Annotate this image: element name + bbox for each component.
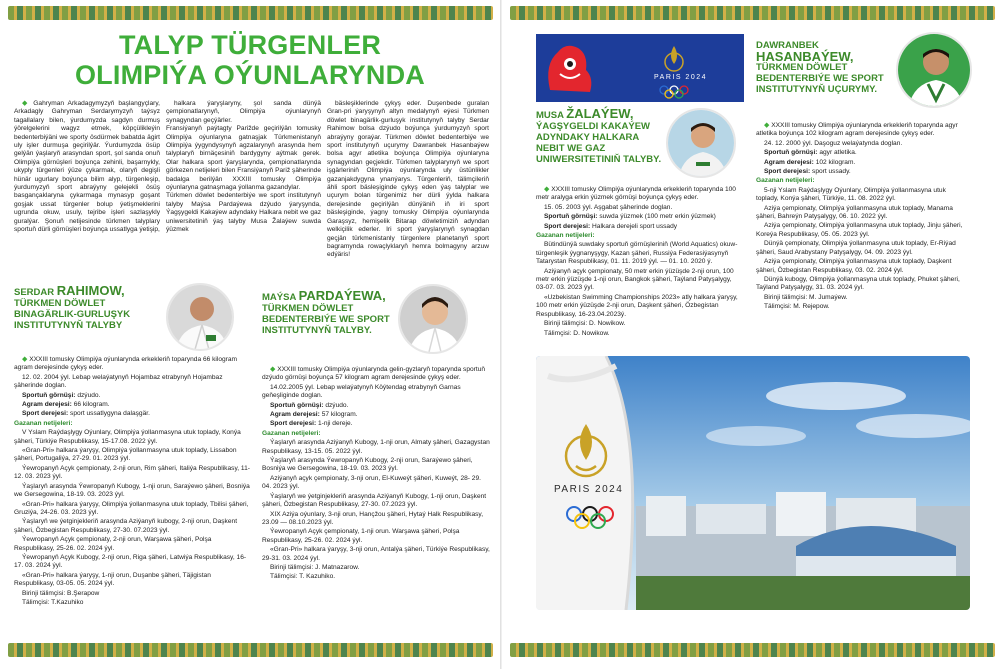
list-item: Ýaşlaryň we ýetginjekleriň arasynda Aziýanyň kubogy, 2-nji orun, Daşkent şäheri, Özbegistan Respublikasy, 27-30. 07.2023 ýyl. [14,518,238,534]
serdar-weight-label: Agram derejesi: [22,401,72,409]
list-item: Ýaşlaryň arasynda Ýewropanyň Kubogy, 2-nji orun, Saraýewo şäheri, Bosniýa we Gersegowina, 18-19. 03. 2023 ýyl. [262,457,473,473]
dawranbek-weight-label: Agram derejesi: [764,158,814,166]
maysa-org: TÜRKMEN DÖWLET BEDENTERBIÝE WE SPORT INSTITUTYNYŇ TALYBY. [262,303,390,336]
list-item: Aziýanyň açyk çempionaty, 50 metr erkin ýüzüşde 2-nji orun, 100 metr erkin ýüzüşde 1-nji orun, Bangkok şäheri, Taýland Patyşalygy, 03-07. 03. 2023 ýyl. [536,267,734,292]
list-item: Ýaşlaryň arasynda Aziýanyň Kubogy, 1-nji orun, Almaty şäheri, Gazagystan Respublikasy, 13-15. 05. 2022 ýyl. [262,439,490,455]
maysa-birth: 14.02.2005 ýyl. Lebap welaýatynyň Köýtendag etrabynyň Garnas geňeşliginde doglan. [262,383,461,400]
list-item: «Uzbekistan Swimming Championships 2023» atly halkara ýaryşy, 100 metr erkin ýüzüşde 2-nji orun, Daşkent şäheri, Özbegistan Respublikasy, 16-23.04.2023ý. [536,293,738,318]
list-item: Aziýanyň açyk çempionaty, 3-nji orun, El-Kuweýt şäheri, Kuweýt, 28- 29. 04. 2023 ýyl. [262,474,481,491]
musa-details [536,186,742,339]
bullet-diamond-icon: ◆ [764,122,770,129]
maysa-details [262,366,490,583]
list-item: Dünýä çempionaty, Olimpiýa ýollanmasyna utuk toplady, Er-Riýad şäheri, Saud Arabystany Patyşalygy, 04. 09. 2023 ýyl. [756,240,956,256]
paris-2024-flag-label: PARIS 2024 [554,484,624,495]
intro-column-1 [14,100,160,236]
maysa-coach-1: Birinji tälimçisi: J. Matnazarow. [270,563,360,571]
list-item: Aziýa çempionaty, Olimpiýa ýollanmasyna utuk toplady, Jinju şäheri, Koreýa Respublikasy, 05. 05. 2023 ýyl. [756,222,963,238]
list-item: «Gran-Pri» halkara ýaryşy, 1-nji orun, Duşanbe şäheri, Täjigistan Respublikasy, 03-05. 05. 2024 ýyl. [14,571,211,588]
musa-sport-value: suwda ýüzmek (100 metr erkin ýüzmek) [599,213,716,221]
phryge-mascot-icon [536,34,744,102]
dawranbek-first-name: DAWRANBEK [756,40,819,51]
intro-column-2 [166,100,321,236]
list-item: Ýewropanyň Açyk çempionaty, 2-nji orun, Rim şäheri, Italiýa Respublikasy, 11-12. 03. 2023 ýyl. [14,464,250,481]
right-page [502,0,1003,669]
serdar-rank-value: sport ussatlygyna dalaşgär. [70,410,150,418]
serdar-photo [166,283,234,351]
serdar-sport-value: dzýudo. [77,391,101,399]
serdar-results-label: Gazanan netijeleri: [14,419,73,427]
dawranbek-last-name: HASANBAÝEW, [756,49,854,64]
serdar-heading [14,285,164,331]
serdar-last-name: RAHIMOW, [56,283,125,298]
serdar-coach-1: Birinji tälimçisi: B.Şerapow [22,589,100,597]
list-item: Bütindünýä suwdaky sportuň görnüşleriniň (World Aquatics) okuw-türgenleşik ýygnanyşygy, Kazan şäheri, Russiýa Federasiýasynyň Tatarystan Respublikasy, 01. 11. 2019 ýyl. — 01. 10. 2020 ý. [536,241,738,266]
maysa-first-name: MAÝSA [262,292,296,303]
ornament-border-bottom [510,643,995,657]
maysa-rank-value: 1-nji dereje. [318,420,353,428]
dawranbek-results-label: Gazanan netijeleri: [756,177,815,185]
bullet-diamond-icon: ◆ [22,356,28,363]
serdar-intro: XXXIII tomusky Olimpiýa oýunlarynda erkekleriň toparynda 66 kilogram agram derejesinde çykyş eder. [14,356,238,372]
serdar-first-name: SERDAR [14,287,55,298]
dawranbek-sport-label: Sportuň görnüşi: [764,149,818,157]
paris-2024-banner [536,34,744,102]
list-item: Aziýa çempionaty, Olimpiýa ýollanmasyna utuk toplady, Daşkent şäheri, Özbegistan Respublikasy, 03. 02. 2024 ýyl. [756,258,952,274]
maysa-sport-label: Sportuň görnüşi: [270,401,324,409]
musa-first-name: MUSA [536,110,564,121]
list-item: Dünýä kubogy, Olimpiýa ýollanmasyna utuk toplady, Phuket şäheri, Taýland Patyşalygy, 31. 03. 2024 ýyl. [756,275,960,292]
dawranbek-coach-1: Birinji tälimçisi: M. Jumaýew. [764,293,848,301]
bullet-diamond-icon: ◆ [544,186,550,193]
list-item: Ýaşlaryň arasynda Ýewropanyň Kubogy, 1-nji orun, Saraýewo şäheri, Bosniýa we Gersegowina, 18-19. 03. 2023 ýyl. [14,482,250,499]
list-item: Aziýa çempionaty, Olimpiýa ýollanmasyna utuk toplady, Manama şäheri, Bahreýn Patyşalygy, 06. 10. 2022 ýyl. [756,204,953,221]
serdar-birth: 12. 02. 2004 ýyl. Lebap welaýatynyň Hojambaz etrabynyň Hojambaz şäherinde doglan. [14,373,223,390]
dawranbek-sport-value: agyr atletika. [819,149,857,157]
bullet-diamond-icon: ◆ [270,366,276,373]
intro-text-3: bäsleşiklerinde çykyş eder. Duşenbede guralan Gran-pri ýaryşynyň altyn medalynyň eýesi Türkmen döwlet binagärlik-gurluşyk institutynyň talyby Serdar Rahimow bolsa dzýudo boýunça ýurdumyzyň sport abraýyny goraýar. Türkmen döwlet bedenterbiýe we sport institutynyň uçurymy Dawranbek Hasanbaýew bolsa agyr atletika boýunça Olimpiýa oýunlaryna synagyndan geçjekdir. Türkmen talyplarynyň we sport işgärleriniň Olimpiýa oýunlarynda uly üstünlikler gazanjakdygyna ynanýarys. Türgenleriň, tälimçileriň ähli sport bäsleşiginde çykyş eden ýaş talyplar we uçurym bolan türgenimiz her dürli ýylda halkara derejesinde geçirilýän dünýäniň iň iri sport bäsleşiginde, ýagny tomusky Olimpiýa oýunlarynda Garaşsyz, hemişelik Bitarap döwletimiziň adyndan welkiçilik ederler. Iri sport ýaryşlarynyň synagdan geçjän türkmenistanly türgenlere planetanyň sport bagramynda rowaçlyklaryň hemra bolmagyny arzuw edýäris! [327,100,489,259]
maysa-photo [398,284,468,354]
musa-results-label: Gazanan netijeleri: [536,232,595,240]
dawranbek-details [756,122,970,313]
list-item: Ýaşlaryň we ýetginjekleriň arasynda Aziýanyň Kubogy, 1-nji orun, Daşkent şäheri, Özbegistan Respublikasy, 27-30. 07.2023 ýyl. [262,492,487,509]
ornament-border-top [510,6,995,20]
dawranbek-coach-2: Tälimçisi: M. Rejepow. [764,303,830,311]
list-item: «Gran-Pri» halkara ýaryşy, Olimpiýa ýollanmasyna utuk toplady, Lissabon şäheri, Portugaliýa, 27-29. 01. 2023 ýyl. [14,447,237,463]
left-page [0,0,501,669]
list-item: V Yslam Raýdaşlygy Oýunlary, Olimpiýa ýollanmasyna utuk toplady, Konýa şäheri, Türkiýe Respublikasy, 15-17.08. 2022 ýyl. [14,429,241,445]
intro-text-2: halkara ýaryşlaryny, şol sanda dünýä çempionatlarynyň, Olimpiýa oýunlarynyň synagyndan geçýärler. Fransiýanyň paýtagty Parižde geçirilýän tomusky Olimpiýa oýunlaryna gatnaşjak Türkmenistanyň Olimpiýa ýygyndysynyň agzalarynyň arasynda hem talyplaryň birnäçesiniň bardygyny aýtmak gerek. Olar halkara sport ýaryşlarynda, çempionatlarynda görkezen netijeleri bilen Fransiýanyň Pariž şäherinde badalga berilýän XXXIII tomusky Olimpiýa oýunlaryna gatnaşmaga ýollanma gazandylar. Türkmen döwlet bedenterbiýe we sport institutynyň talyby Maýsa Pardaýewa dzýudo ýaryşynda, Ýagşygeldi Kakaýew adyndaky Halkara nebit we gaz uniwersitetiniň ýaş talyby Musa Žalaýew suwda ýüzmek [166,100,321,234]
maysa-coach-2: Tälimçisi: T. Kazuhiko. [270,573,336,581]
maysa-last-name: PARDAÝEWA, [298,288,386,303]
list-item: Ýewropanyň Açyk Kubogy, 2-nji orun, Riga şäheri, Latwiýa Respublikasy, 16- 17. 03. 2024 ýyl. [14,553,247,570]
list-item: XIX Aziýa oýunlary, 3-nji orun, Hançžou şäheri, Hytaý Halk Respublikasy, 23.09 — 08.10.2023 ýyl. [262,510,484,526]
serdar-weight-value: 66 kilogram. [73,401,110,409]
musa-photo [666,108,736,178]
maysa-rank-label: Sport derejesi: [270,420,317,428]
musa-coach-1: Birinji tälimçisi: D. Nowikow. [544,320,626,328]
intro-text-1: Gahryman Arkadagymyzyň başlangyçlary, Arkadagly Gahryman Serdarymyzyň taýsyz tagallalary bilen, ýurdumyzda sagdyn durmuş ýörelgelerini wagyz etmek, köpçülikleýin bedenterbiýäni we sporty ösdürmek babatda ägirt uly işler durmuşa geçirilýär. Ýurdumyzda ösüp gelýän ýaşlaryň arasyndan sport, şol sanda onuň Olimpiýa görnüşleri boýunça zehinli, başarnykly, ukyply türgenleri ýüze çykarmak, olaryň degişli hünär ugurlary boýunça bilim alyp, türgenleşip, ýurdumyzyň sport abraýyny gelejekli ösüş basgançaklaryna çykarmaga mynasyp goşant goşjak ussat türgenler bolup ýetişmeklerini ugrunda okuw, usuly, tejribe işleri sazlaşykly guralýar. Şonuň netijesinde türkmen talyplary sportuň dürli görnüşleri boýunça ussatlyga ýetişip, [14,100,160,234]
page-title: TALYP TÜRGENLER OLIMPIÝA OÝUNLARYNDA [74,30,425,90]
serdar-rank-label: Sport derejesi: [22,410,69,418]
musa-intro: XXXIII tomusky Olimpiýa oýunlarynda erkekleriň toparynda 100 metr aralyga erkin ýüzmek görnüşi boýunça çykyş eder. [536,186,736,202]
serdar-details [14,356,250,608]
dawranbek-rank-label: Sport derejesi: [764,168,811,176]
serdar-sport-label: Sportuň görnüşi: [22,391,76,399]
musa-birth: 15. 05. 2003 ýyl. Aşgabat şäherinde doglan. [544,203,673,211]
dawranbek-org: TÜRKMEN DÖWLET BEDENTERBIÝE WE SPORT INSTITUTYNYŇ UÇURYMY. [756,62,884,95]
dawranbek-birth: 24. 12. 2000 ýyl. Daşoguz welaýatynda doglan. [764,139,903,147]
musa-org: ÝAGŞYGELDI KAKAÝEW ADYNDAKY HALKARA NEBIT WE GAZ UNIWERSITETINIŇ TALYBY. [536,121,662,165]
dawranbek-rank-value: sport ussady. [812,168,851,176]
list-item: «Gran-Pri» halkara ýaryşy, Olimpiýa ýollanmasyna utuk toplady, Tbilisi şäheri, Gruziýa, 24-26. 03. 2023 ýyl. [14,500,249,516]
ornament-border-bottom [8,643,493,657]
list-item: «Gran-Pri» halkara ýaryşy, 3-nji orun, Antalýa şäheri, Türkiýe Respublikasy, 29-31. 03. 2024 ýyl. [262,546,490,562]
maysa-sport-value: dzýudo. [325,401,349,409]
list-item: Ýewropanyň Açyk çempionaty, 2-nji orun, Warşawa şäheri, Polşa Respublikasy, 25-26. 02. 2024 ýyl. [14,536,212,552]
ornament-border-top [8,6,493,20]
musa-rank-value: Halkara derejeli sport ussady [592,222,678,230]
dawranbek-heading [756,40,896,95]
musa-rank-label: Sport derejesi: [544,222,591,230]
musa-last-name: ŽALAÝEW, [566,106,634,121]
musa-sport-label: Sportuň görnüşi: [544,213,598,221]
maysa-weight-label: Agram derejesi: [270,411,320,419]
serdar-org: TÜRKMEN DÖWLET BINAGÄRLIK-GURLUŞYK INSTITUTYNYŇ TALYBY [14,298,131,331]
paris-2024-label: PARIS 2024 [654,74,708,81]
list-item: Ýewropanyň Açyk çempionaty, 1-nji orun. Warşawa şäheri, Polşa Respublikasy, 25-26. 02. 2024 ýyl. [262,528,460,544]
serdar-coach-2: Tälimçisi: T.Kazuhiko [22,598,84,606]
musa-heading [536,108,668,165]
maysa-intro: XXXIII tomusky Olimpiýa oýunlarynda gelin-gyzlaryň toparynda sportuň dzýudo görnüşi boýunça 57 kilogram agram derejesinde çykyş eder. [262,366,486,382]
dawranbek-intro: XXXIII tomusky Olimpiýa oýunlarynda erkekleriň toparynda agyr atletika boýunça 102 kilogram agram derejesinde çykyş eder. [756,122,958,138]
maysa-heading [262,290,392,336]
paris-flag-city-photo [536,356,970,610]
bullet-diamond-icon: ◆ [22,100,30,107]
intro-column-3 [327,100,489,261]
dawranbek-photo [896,32,972,108]
maysa-weight-value: 57 kilogram. [321,411,358,419]
dawranbek-weight-value: 102 kilogram. [815,158,856,166]
musa-coach-2: Tälimçisi: D. Nowikow. [544,329,610,337]
maysa-results-label: Gazanan netijeleri: [262,429,321,437]
list-item: 5-nji Yslam Raýdaşlygy Oýunlary, Olimpiýa ýollanmasyna utuk toplady, Konýa şäheri, Türkiýe, 11. 08. 2022 ýyl. [756,186,946,203]
